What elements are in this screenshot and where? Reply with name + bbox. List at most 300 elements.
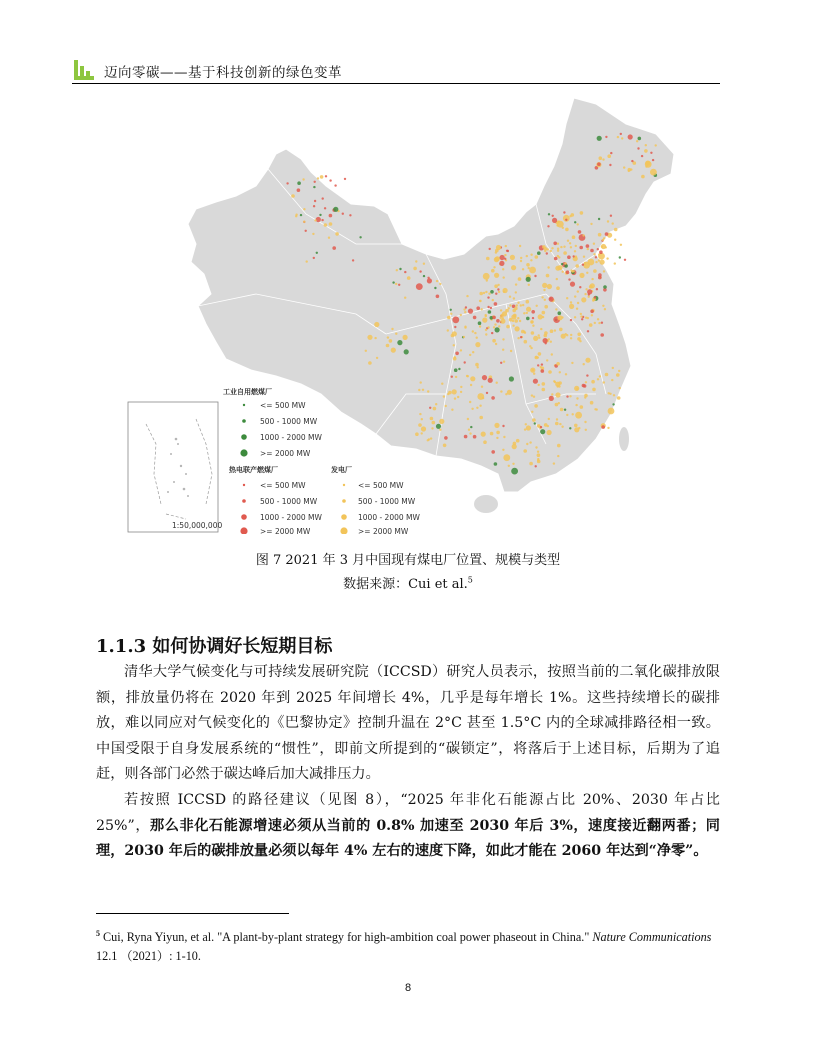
section-heading xyxy=(96,632,332,658)
plant-dot xyxy=(547,284,552,289)
legend-chp-dot-3 xyxy=(241,514,247,520)
plant-dot xyxy=(570,334,572,336)
plant-dot xyxy=(297,181,301,185)
plant-dot xyxy=(565,228,569,232)
plant-dot xyxy=(495,343,497,345)
legend-power-size-2: 500 - 1000 MW xyxy=(358,497,416,506)
plant-dot xyxy=(535,356,539,360)
paragraph-2-plain: 若按照 ICCSD 的路径建议（见图 8），“2025 年非化石能源占比 20%、2030 年占比 25%”， xyxy=(96,792,720,834)
plant-dot xyxy=(450,309,452,311)
legend-power-size-1: <= 500 MW xyxy=(358,481,404,490)
plant-dot xyxy=(645,161,650,166)
plant-dot xyxy=(570,319,572,321)
legend-power-dot-1 xyxy=(343,484,345,486)
plant-dot xyxy=(503,361,505,363)
plant-dot xyxy=(578,427,580,429)
legend-chp-size-4: >= 2000 MW xyxy=(260,527,311,534)
plant-dot xyxy=(496,431,500,435)
plant-dot xyxy=(444,436,448,440)
plant-dot xyxy=(404,271,406,273)
plant-dot xyxy=(496,437,498,439)
plant-dot xyxy=(542,382,546,386)
plant-dot xyxy=(563,211,565,213)
plant-dot xyxy=(594,322,596,324)
plant-dot xyxy=(496,382,498,384)
plant-dot xyxy=(614,239,616,241)
plant-dot xyxy=(431,427,433,429)
plant-dot xyxy=(404,349,409,354)
plant-dot xyxy=(549,297,554,302)
plant-dot xyxy=(577,333,581,337)
plant-dot xyxy=(547,266,549,268)
plant-dot xyxy=(547,225,549,227)
plant-dot xyxy=(502,349,504,351)
plant-dot xyxy=(546,274,550,278)
plant-dot xyxy=(494,462,498,466)
plant-dot xyxy=(306,260,308,262)
plant-dot xyxy=(441,383,443,385)
plant-dot xyxy=(505,309,509,313)
plant-dot xyxy=(560,408,564,412)
plant-dot xyxy=(581,318,583,320)
plant-dot xyxy=(526,443,528,445)
plant-dot xyxy=(485,333,487,335)
legend-industrial-dot-2 xyxy=(242,419,246,423)
plant-dot xyxy=(365,350,367,352)
plant-dot xyxy=(395,283,397,285)
plant-dot xyxy=(532,325,534,327)
plant-dot xyxy=(569,427,571,429)
legend-chp-dot-2 xyxy=(242,499,246,503)
plant-dot xyxy=(460,386,462,388)
plant-dot xyxy=(628,134,633,139)
plant-dot xyxy=(597,136,602,141)
plant-dot xyxy=(559,371,561,373)
plant-dot xyxy=(614,228,618,232)
plant-dot xyxy=(427,390,429,392)
plant-dot xyxy=(498,325,500,327)
plant-dot xyxy=(500,255,505,260)
plant-dot xyxy=(570,246,572,248)
plant-dot xyxy=(555,422,559,426)
plant-dot xyxy=(555,308,557,310)
plant-dot xyxy=(587,248,589,250)
page-header xyxy=(96,58,720,84)
plant-dot xyxy=(526,317,530,321)
plant-dot xyxy=(513,314,517,318)
plant-dot xyxy=(300,214,302,216)
plant-dot xyxy=(603,237,605,239)
plant-dot xyxy=(599,375,601,377)
plant-dot xyxy=(650,152,652,154)
plant-dot xyxy=(580,313,582,315)
plant-dot xyxy=(554,329,556,331)
plant-dot xyxy=(470,376,475,381)
footnote-journal: Nature Communications xyxy=(592,930,712,945)
plant-dot xyxy=(523,312,525,314)
plant-dot xyxy=(505,393,507,395)
legend-power-dot-3 xyxy=(341,514,347,520)
plant-dot xyxy=(548,418,550,420)
plant-dot xyxy=(374,337,376,339)
plant-dot xyxy=(490,432,494,436)
plant-dot xyxy=(641,175,645,179)
plant-dot xyxy=(572,413,574,415)
plant-dot xyxy=(540,429,545,434)
plant-dot xyxy=(469,354,471,356)
plant-dot xyxy=(591,278,593,280)
plant-dot xyxy=(583,256,585,258)
plant-dot xyxy=(573,270,575,272)
plant-dot xyxy=(652,159,654,161)
plant-dot xyxy=(500,319,505,324)
plant-dot xyxy=(334,184,336,186)
plant-dot xyxy=(535,446,537,448)
plant-dot xyxy=(554,381,556,383)
plant-dot xyxy=(565,373,567,375)
plant-dot xyxy=(562,271,564,273)
plant-dot xyxy=(603,285,607,289)
plant-dot xyxy=(502,338,504,340)
plant-dot xyxy=(464,361,466,363)
plant-dot xyxy=(595,261,597,263)
legend-chp-dot-4 xyxy=(240,527,247,534)
plant-dot xyxy=(540,426,542,428)
plant-dot xyxy=(493,266,495,268)
plant-dot xyxy=(571,362,573,364)
plant-dot xyxy=(542,283,547,288)
plant-dot xyxy=(526,263,530,267)
plant-dot xyxy=(556,418,558,420)
plant-dot xyxy=(419,413,421,415)
plant-dot xyxy=(567,240,569,242)
plant-dot xyxy=(463,308,465,310)
plant-dot xyxy=(609,164,611,166)
plant-dot xyxy=(483,292,485,294)
plant-dot xyxy=(482,397,484,399)
plant-dot xyxy=(557,243,559,245)
plant-dot xyxy=(389,339,393,343)
plant-dot xyxy=(526,277,531,282)
plant-dot xyxy=(574,386,579,391)
plant-dot xyxy=(538,334,540,336)
plant-dot xyxy=(526,312,528,314)
plant-dot xyxy=(520,257,522,259)
plant-dot xyxy=(543,289,545,291)
plant-dot xyxy=(564,409,566,411)
figure-source-sup: 5 xyxy=(467,575,473,585)
plant-dot xyxy=(584,293,586,295)
plant-dot xyxy=(559,423,561,425)
plant-dot xyxy=(563,246,565,248)
plant-dot xyxy=(435,403,437,405)
plant-dot xyxy=(324,223,328,227)
plant-dot xyxy=(613,394,615,396)
plant-dot xyxy=(517,302,519,304)
plant-dot xyxy=(533,336,538,341)
plant-dot xyxy=(491,396,495,400)
plant-dot xyxy=(404,297,406,299)
plant-dot xyxy=(645,165,647,167)
plant-dot xyxy=(508,465,510,467)
plant-dot xyxy=(619,256,621,258)
plant-dot xyxy=(575,245,577,247)
plant-dot xyxy=(515,291,517,293)
plant-dot xyxy=(512,325,514,327)
coal-plant-map xyxy=(126,94,681,534)
plant-dot xyxy=(608,392,610,394)
plant-dot xyxy=(427,278,432,283)
plant-dot xyxy=(522,268,524,270)
figure-source-label: 数据来源：Cui et al. xyxy=(343,577,468,592)
plant-dot xyxy=(561,426,563,428)
plant-dot xyxy=(550,329,554,333)
plant-dot xyxy=(344,178,346,180)
plant-dot xyxy=(421,426,426,431)
plant-dot xyxy=(528,284,530,286)
plant-dot xyxy=(575,255,577,257)
plant-dot xyxy=(526,425,531,430)
plant-dot xyxy=(430,417,434,421)
plant-dot xyxy=(512,444,517,449)
plant-dot xyxy=(503,436,505,438)
plant-dot xyxy=(481,432,486,437)
plant-dot xyxy=(550,250,552,252)
plant-dot xyxy=(551,247,553,249)
plant-dot xyxy=(452,389,457,394)
plant-dot xyxy=(489,248,491,250)
plant-dot xyxy=(533,379,538,384)
plant-dot xyxy=(591,314,593,316)
plant-dot xyxy=(557,265,562,270)
plant-dot xyxy=(590,223,592,225)
plant-dot xyxy=(574,221,576,223)
plant-dot xyxy=(557,250,559,252)
plant-dot xyxy=(359,236,361,238)
plant-dot xyxy=(447,393,449,395)
plant-dot xyxy=(580,315,582,317)
plant-dot xyxy=(567,255,571,259)
figure-source xyxy=(0,573,816,592)
plant-dot xyxy=(473,316,477,320)
footnote-text: Cui, Ryna Yiyun, et al. "A plant-by-plant strategy for high-ambition coal power phaseout in China." xyxy=(103,930,590,945)
plant-dot xyxy=(434,287,436,289)
plant-dot xyxy=(453,344,455,346)
plant-dot xyxy=(641,155,643,157)
plant-dot xyxy=(645,144,647,146)
plant-dot xyxy=(606,257,608,259)
plant-dot xyxy=(342,213,344,215)
plant-dot xyxy=(469,432,471,434)
plant-dot xyxy=(563,251,567,255)
plant-dot xyxy=(494,423,499,428)
plant-dot xyxy=(593,253,595,255)
plant-dot xyxy=(485,329,487,331)
plant-dot xyxy=(577,223,579,225)
plant-dot xyxy=(551,393,553,395)
plant-dot xyxy=(566,395,568,397)
plant-dot xyxy=(451,376,453,378)
plant-dot xyxy=(329,179,331,181)
plant-dot xyxy=(593,269,597,273)
plant-dot xyxy=(583,262,590,269)
plant-dot xyxy=(451,334,455,338)
plant-dot xyxy=(560,246,562,248)
plant-dot xyxy=(556,224,558,226)
plant-dot xyxy=(322,197,324,199)
plant-dot xyxy=(583,363,585,365)
plant-dot xyxy=(523,331,525,333)
plant-dot xyxy=(305,230,307,232)
plant-dot xyxy=(544,305,548,309)
plant-dot xyxy=(421,432,423,434)
plant-dot xyxy=(333,207,338,212)
plant-dot xyxy=(500,309,502,311)
plant-dot xyxy=(436,424,441,429)
plant-dot xyxy=(492,316,496,320)
plant-dot xyxy=(566,334,568,336)
plant-dot xyxy=(607,154,611,158)
plant-dot xyxy=(582,234,584,236)
plant-dot xyxy=(547,430,552,435)
plant-dot xyxy=(520,304,522,306)
plant-dot xyxy=(506,325,510,329)
plant-dot xyxy=(598,233,602,237)
plant-dot xyxy=(537,451,539,453)
plant-dot xyxy=(418,389,420,391)
plant-dot xyxy=(607,220,609,222)
plant-dot xyxy=(317,177,319,179)
plant-dot xyxy=(503,276,505,278)
hainan-island xyxy=(474,495,498,513)
plant-dot xyxy=(596,288,598,290)
plant-dot xyxy=(534,404,538,408)
plant-dot xyxy=(295,215,297,217)
plant-dot xyxy=(509,296,511,298)
plant-dot xyxy=(433,407,437,411)
plant-dot xyxy=(565,219,567,221)
plant-dot xyxy=(538,384,540,386)
plant-dot xyxy=(557,444,561,448)
plant-dot xyxy=(605,232,609,236)
plant-dot xyxy=(587,330,589,332)
legend-industrial-dot-1 xyxy=(243,404,245,406)
plant-dot xyxy=(454,397,456,399)
plant-dot xyxy=(530,259,532,261)
plant-dot xyxy=(552,218,557,223)
plant-dot xyxy=(500,362,502,364)
plant-dot xyxy=(465,306,467,308)
plant-dot xyxy=(532,418,536,422)
plant-dot xyxy=(487,296,489,298)
plant-dot xyxy=(485,315,487,317)
plant-dot xyxy=(321,219,323,221)
legend-industrial-title: 工业自用燃煤厂 xyxy=(223,388,272,396)
legend-industrial-dot-3 xyxy=(241,434,247,440)
plant-dot xyxy=(534,275,536,277)
plant-dot xyxy=(549,396,554,401)
plant-dot xyxy=(303,221,305,223)
plant-dot xyxy=(397,340,402,345)
plant-dot xyxy=(561,263,563,265)
plant-dot xyxy=(610,215,612,217)
plant-dot xyxy=(454,368,458,372)
plant-dot xyxy=(536,305,538,307)
plant-dot xyxy=(495,256,500,261)
plant-dot xyxy=(519,245,521,247)
plant-dot xyxy=(428,438,430,440)
plant-dot xyxy=(491,450,495,454)
plant-dot xyxy=(542,316,544,318)
legend-industrial-size-3: 1000 - 2000 MW xyxy=(260,433,322,442)
plant-dot xyxy=(618,370,620,372)
plant-dot xyxy=(529,345,531,347)
plant-dot xyxy=(510,350,512,352)
plant-dot xyxy=(650,169,657,176)
plant-dot xyxy=(558,311,562,315)
plant-dot xyxy=(432,421,436,425)
plant-dot xyxy=(468,309,473,314)
plant-dot xyxy=(436,280,438,282)
legend-industrial-dot-4 xyxy=(240,449,247,456)
plant-dot xyxy=(644,149,648,153)
plant-dot xyxy=(578,230,582,234)
plant-dot xyxy=(526,300,530,304)
plant-dot xyxy=(470,426,472,428)
plant-dot xyxy=(546,252,548,254)
plant-dot xyxy=(514,307,518,311)
plant-dot xyxy=(590,249,594,253)
plant-dot xyxy=(612,403,614,405)
plant-dot xyxy=(630,168,632,170)
plant-dot xyxy=(597,318,599,320)
plant-dot xyxy=(392,281,394,283)
plant-dot xyxy=(386,344,390,348)
plant-dot xyxy=(566,270,570,274)
plant-dot xyxy=(531,331,535,335)
plant-dot xyxy=(619,387,621,389)
plant-dot xyxy=(314,219,316,221)
plant-dot xyxy=(328,237,330,239)
plant-dot xyxy=(529,267,536,274)
plant-dot xyxy=(530,368,535,373)
plant-dot xyxy=(531,321,533,323)
plant-dot xyxy=(553,462,555,464)
plant-dot xyxy=(429,407,431,409)
plant-dot xyxy=(488,310,492,314)
plant-dot xyxy=(586,272,588,274)
plant-dot xyxy=(597,248,599,250)
plant-dot xyxy=(561,334,566,339)
plant-dot xyxy=(286,182,288,184)
plant-dot xyxy=(481,308,483,310)
plant-dot xyxy=(291,194,295,198)
plant-dot xyxy=(599,250,603,254)
plant-dot xyxy=(537,459,539,461)
plant-dot xyxy=(598,322,600,324)
plant-dot xyxy=(573,255,575,257)
plant-dot xyxy=(399,268,401,270)
plant-dot xyxy=(303,208,305,210)
plant-dot xyxy=(476,306,480,310)
plant-dot xyxy=(585,358,590,363)
plant-dot xyxy=(413,267,417,271)
paragraph-1: 清华大学气候变化与可持续发展研究院（ICCSD）研究人员表示，按照当前的二氧化碳排放限额，排放量仍将在 2020 年到 2025 年间增长 4%，几乎是每年增长 1%。这些持续增长的碳排放，难以同应对气候变化的《巴黎协定》控制升温在 2°C 甚至 1.5°C 内的全球减排路径相一致。中国受限于自身发展系统的“惯性”，即前文所提到的“碳锁定”，将落后于上述目标，后期为了追赶，则各部门必然于碳达峰后加大减排压力。 xyxy=(96,664,720,783)
plant-dot xyxy=(546,359,548,361)
plant-dot xyxy=(439,283,441,285)
plant-dot xyxy=(655,144,657,146)
plant-dot xyxy=(529,441,531,443)
